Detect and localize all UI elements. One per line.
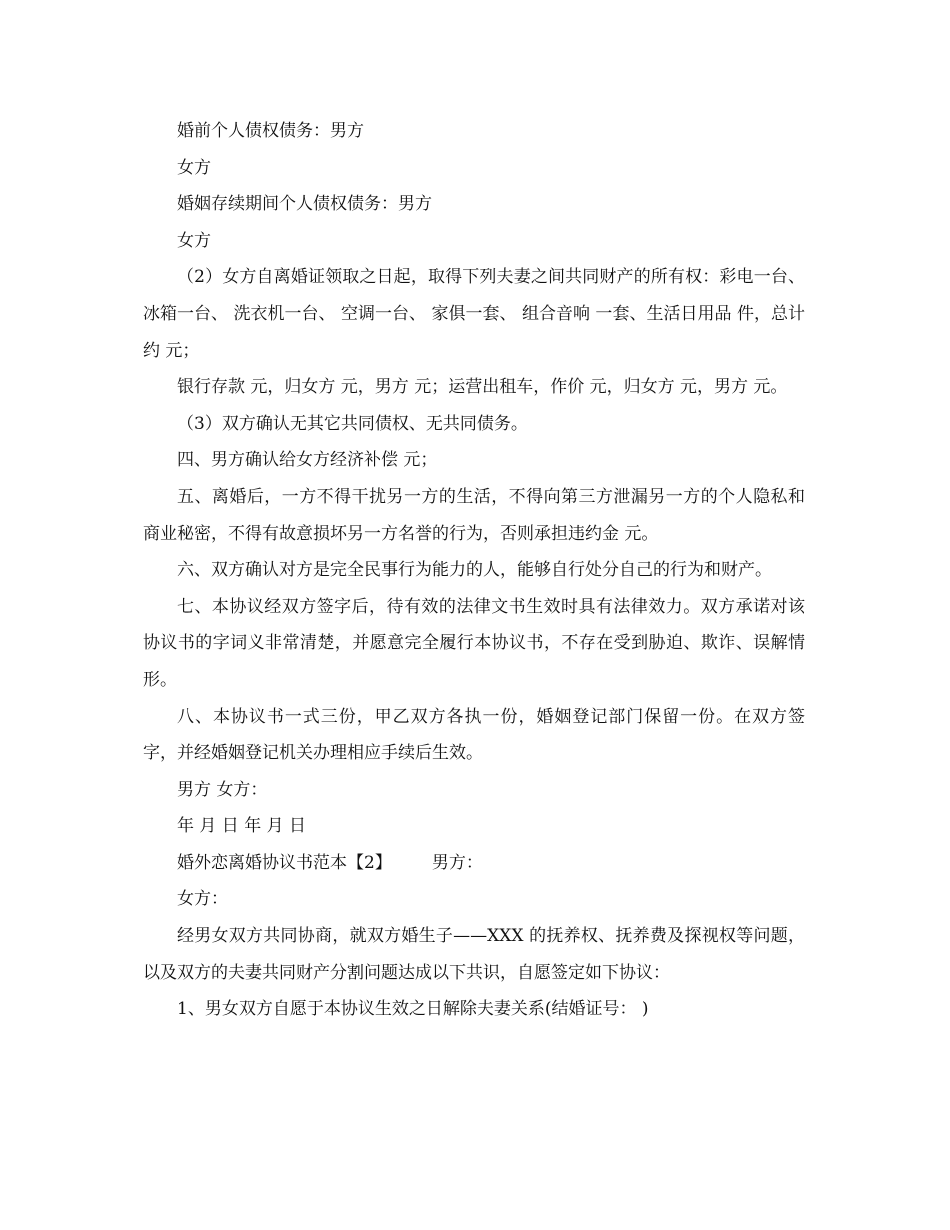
paragraph-marital-debts-wife: 女方 [177, 230, 211, 251]
signature-line: 男方 女方： [177, 779, 268, 800]
second-agreement-heading [143, 845, 805, 882]
paragraph-marital-debts-husband: 婚姻存续期间个人债权债务：男方 [177, 194, 432, 215]
date-line: 年 月 日 年 月 日 [177, 816, 307, 837]
paragraph-no-joint-debts: （3）双方确认无其它共同债权、无共同债务。 [177, 413, 528, 434]
paragraph-clause-4: 四、男方确认给女方经济补偿 元； [177, 450, 438, 471]
paragraph-wife-property: （2）女方自离婚证领取之日起，取得下列夫妻之间共同财产的所有权：彩电一台、 冰箱一台、 洗衣机一台、 空调一台、 家俱一套、 组合音响 一套、生活日用品 件，总计约 元； [143, 267, 805, 361]
second-agreement-title: 婚外恋离婚协议书范本【2】 [177, 852, 392, 873]
paragraph-prenuptial-debts-wife: 女方 [177, 157, 211, 178]
second-agreement-husband-label: 男方： [431, 852, 483, 873]
second-agreement-wife-label: 女方： [177, 889, 228, 910]
paragraph-clause-7: 七、本协议经双方签字后，待有效的法律文书生效时具有法律效力。双方承诺对该协议书的字词义非常清楚，并愿意完全履行本协议书，不存在受到胁迫、欺诈、误解情形。 [143, 596, 805, 690]
second-agreement-clause-1: 1、男女双方自愿于本协议生效之日解除夫妻关系(结婚证号： ) [177, 999, 649, 1020]
paragraph-clause-8: 八、本协议书一式三份，甲乙双方各执一份，婚姻登记部门保留一份。在双方签字，并经婚姻登记机关办理相应手续后生效。 [143, 706, 805, 764]
paragraph-clause-5: 五、离婚后，一方不得干扰另一方的生活，不得向第三方泄漏另一方的个人隐私和商业秘密，不得有故意损坏另一方名誉的行为，否则承担违约金 元。 [143, 486, 805, 544]
paragraph-clause-6: 六、双方确认对方是完全民事行为能力的人，能够自行处分自己的行为和财产。 [177, 560, 772, 581]
paragraph-prenuptial-debts-husband: 婚前个人债权债务：男方 [177, 121, 364, 141]
document-body [143, 113, 805, 1028]
paragraph-bank-deposits: 银行存款 元，归女方 元，男方 元；运营出租车，作价 元，归女方 元，男方 元。 [177, 377, 788, 398]
second-agreement-preamble: 经男女双方共同协商，就双方婚生子——XXX 的抚养权、抚养费及探视权等问题，以及双方的夫妻共同财产分割问题达成以下共识，自愿签定如下协议： [143, 926, 805, 983]
